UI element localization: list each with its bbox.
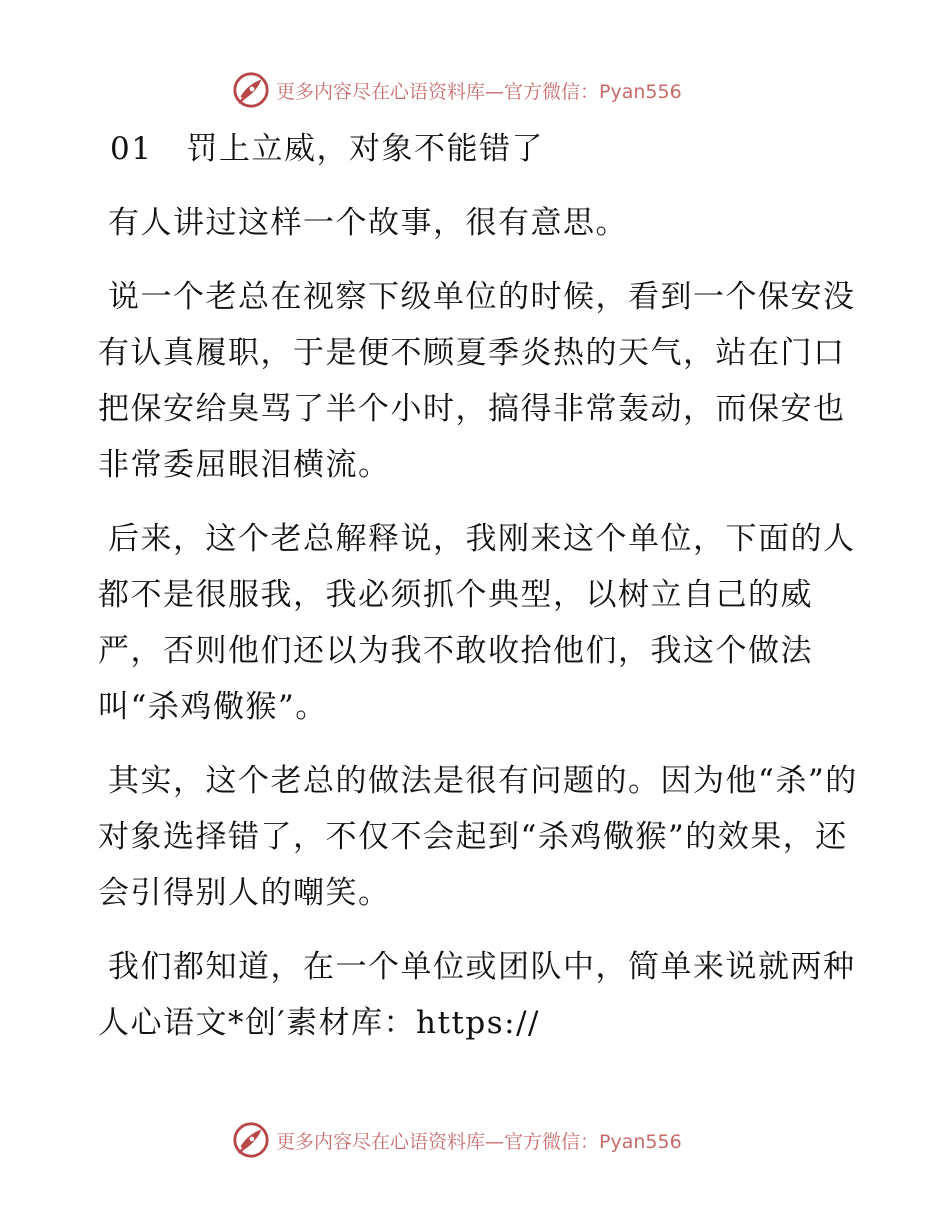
banner-text: 更多内容尽在心语资料库—官方微信：Pyan556 <box>276 80 682 103</box>
section-number: 01 <box>110 131 153 167</box>
paragraph-2: 说一个老总在视察下级单位的时候，看到一个保安没有认真履职，于是便不顾夏季炎热的天气，站在门口把保安给臭骂了半个小时，搞得非常轰动，而保安也非常委屈眼泪横流。 <box>98 279 856 483</box>
pen-nib-logo-icon <box>232 1121 270 1159</box>
pen-nib-logo-icon <box>232 71 270 109</box>
paragraph-1: 有人讲过这样一个故事，很有意思。 <box>108 205 628 241</box>
banner-text: 更多内容尽在心语资料库—官方微信：Pyan556 <box>276 1130 682 1153</box>
document-body <box>98 123 858 1069</box>
section-heading <box>98 123 858 175</box>
paragraph-3: 后来，这个老总解释说，我刚来这个单位，下面的人都不是很服我，我必须抓个典型，以树立自己的威严，否则他们还以为我不敢收拾他们，我这个做法叫“杀鸡儆猴”。 <box>98 521 856 725</box>
header-banner <box>232 70 682 110</box>
footer-banner <box>232 1120 682 1160</box>
section-title: 罚上立威，对象不能错了 <box>186 131 544 167</box>
paragraph-5: 我们都知道，在一个单位或团队中，简单来说就两种人心语文*创′素材库：https:// <box>98 949 856 1041</box>
paragraph-4: 其实，这个老总的做法是很有问题的。因为他“杀”的对象选择错了，不仅不会起到“杀鸡儆猴”的效果，还会引得别人的嘲笑。 <box>98 763 858 911</box>
